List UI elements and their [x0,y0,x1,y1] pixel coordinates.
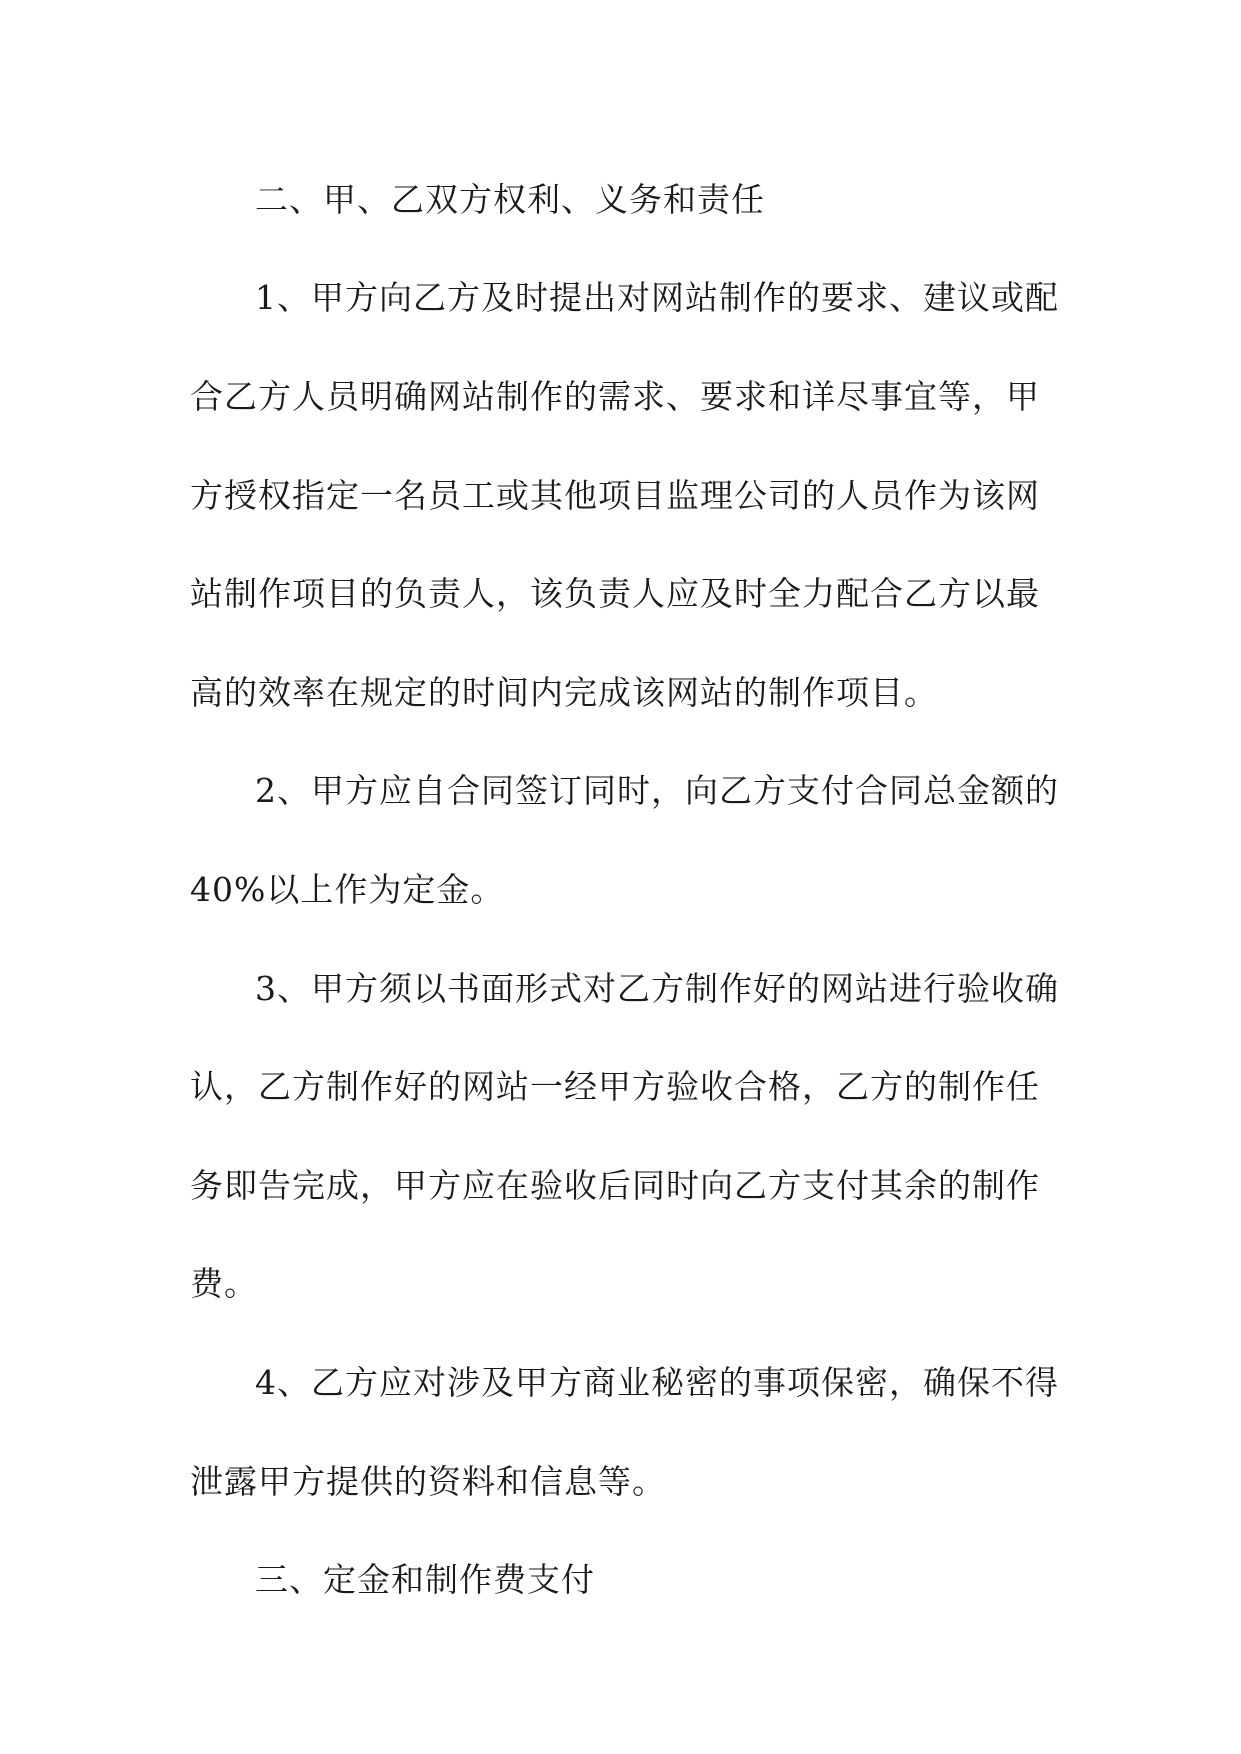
item-2-line-2: 40%以上作为定金。 [190,870,505,909]
item-1-line-4: 站制作项目的负责人，该负责人应及时全力配合乙方以最 [190,574,1040,613]
item-1-line-5: 高的效率在规定的时间内完成该网站的制作项目。 [190,673,938,712]
item-1-line-3: 方授权指定一名员工或其他项目监理公司的人员作为该网 [190,476,1040,515]
item-4-line-1: 4、乙方应对涉及甲方商业秘密的事项保密，确保不得 [255,1363,1059,1402]
item-4-line-2: 泄露甲方提供的资料和信息等。 [190,1462,666,1501]
section-heading-rights-duties: 二、甲、乙双方权利、义务和责任 [255,180,765,219]
item-2-line-1: 2、甲方应自合同签订同时，向乙方支付合同总金额的 [255,771,1059,810]
item-3-line-4: 费。 [190,1264,258,1303]
item-3-line-1: 3、甲方须以书面形式对乙方制作好的网站进行验收确 [255,969,1059,1008]
item-3-line-2: 认，乙方制作好的网站一经甲方验收合格，乙方的制作任 [190,1067,1040,1106]
section-heading-deposit-payment: 三、定金和制作费支付 [255,1560,595,1599]
item-1-line-2: 合乙方人员明确网站制作的需求、要求和详尽事宜等，甲 [190,377,1040,416]
item-1-line-1: 1、甲方向乙方及时提出对网站制作的要求、建议或配 [255,278,1059,317]
item-3-line-3: 务即告完成，甲方应在验收后同时向乙方支付其余的制作 [190,1166,1040,1205]
